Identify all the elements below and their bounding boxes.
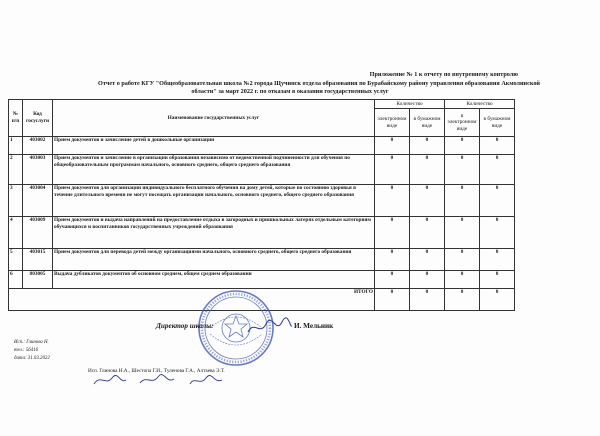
table-row (9, 271, 515, 289)
table-row (9, 155, 515, 185)
row-code: 403002 (23, 137, 53, 155)
row-num: 4 (9, 217, 23, 249)
services-table (8, 99, 515, 311)
table-row (9, 185, 515, 217)
row-value-paper-1: 0 (410, 185, 445, 217)
row-code: 403015 (23, 249, 53, 271)
row-code: 803005 (23, 271, 53, 289)
table-header-row (9, 100, 515, 109)
total-value-paper-2: 0 (480, 289, 515, 311)
row-num: 5 (9, 249, 23, 271)
header-quantity-group-2: Количество (445, 100, 515, 109)
row-value-paper-2: 0 (480, 137, 515, 155)
row-value-paper-2: 0 (480, 185, 515, 217)
staff-list: Исп. Глинова Н.А., Шестопа Г.И., Туленова Г.А., Алтаева Э.Т. (88, 368, 225, 374)
director-signature (246, 316, 294, 338)
header-quantity-group-1: Количество (375, 100, 445, 109)
director-label: Директор школы: (156, 322, 214, 330)
row-value-paper-1: 0 (410, 249, 445, 271)
row-service-name: Прием документов для перевода детей между организациями начального, основного среднего, общего среднего образования (53, 249, 375, 271)
row-value-paper-2: 0 (480, 249, 515, 271)
executor-block (14, 339, 50, 363)
row-value-electronic-2: 0 (445, 137, 480, 155)
executor-name: Исп.: Глинова Н. (14, 340, 49, 345)
header-num: № п/п (9, 100, 23, 137)
row-value-electronic-1: 0 (375, 249, 410, 271)
row-value-electronic-2: 0 (445, 185, 480, 217)
row-num: 1 (9, 137, 23, 155)
row-value-paper-1: 0 (410, 217, 445, 249)
row-value-paper-1: 0 (410, 271, 445, 289)
row-num: 2 (9, 155, 23, 185)
director-name: И. Мельник (294, 322, 334, 330)
header-electronic-2: в электронном виде (445, 109, 480, 137)
total-value-electronic-1: 0 (375, 289, 410, 311)
row-value-paper-2: 0 (480, 271, 515, 289)
row-service-name: Прием документов и выдача направлений на предоставление отдыха в загородных и пришкольных лагерях отдельным категориям обучающихся и воспитанников государственных учреждений образования (53, 217, 375, 249)
table-row (9, 137, 515, 155)
total-value-paper-1: 0 (410, 289, 445, 311)
row-service-name: Выдача дубликатов документов об основном среднем, общем среднем образовании (53, 271, 375, 289)
header-paper-2: в бумажном виде (480, 109, 515, 137)
row-code: 403009 (23, 217, 53, 249)
row-value-electronic-1: 0 (375, 137, 410, 155)
row-num: 6 (9, 271, 23, 289)
row-code: 403004 (23, 185, 53, 217)
row-service-name: Прием документов и зачисление детей в дошкольные организации (53, 137, 375, 155)
executor-phone: тел.: 56416 (14, 348, 39, 353)
total-label: ИТОГО (9, 289, 375, 311)
staff-signatures (90, 372, 250, 388)
row-value-electronic-1: 0 (375, 185, 410, 217)
report-title (40, 80, 540, 96)
table-row (9, 249, 515, 271)
header-electronic-1: электронном виде (375, 109, 410, 137)
table-row (9, 217, 515, 249)
row-code: 403003 (23, 155, 53, 185)
row-value-electronic-1: 0 (375, 217, 410, 249)
row-value-paper-1: 0 (410, 137, 445, 155)
appendix-label: Приложение № 1 к отчету по внутреннему контролю (369, 71, 518, 78)
report-title-line-1: Отчет о работе КГУ "Общеобразовательная школа №2 города Щучинск отдела образования по Бурабайскому району управления образования Акмолинской (98, 80, 540, 87)
row-value-paper-2: 0 (480, 155, 515, 185)
row-value-electronic-2: 0 (445, 249, 480, 271)
row-num: 3 (9, 185, 23, 217)
row-value-electronic-2: 0 (445, 271, 480, 289)
row-value-electronic-2: 0 (445, 155, 480, 185)
row-value-electronic-2: 0 (445, 217, 480, 249)
report-date: дата: 31.03.2022 (14, 356, 50, 361)
row-service-name: Прием документов для организации индивидуального бесплатного обучения на дому детей, которые по состоянию здоровья в течение длительного времени не могут посещать организации начального, основного среднего, общего среднего образования (53, 185, 375, 217)
row-service-name: Прием документов и зачисление в организации образования независимо от ведомственной подчиненности для обучения по общеобразовательным программам начального, основного среднего, общего среднего образования (53, 155, 375, 185)
header-paper-1: в бумажном виде (410, 109, 445, 137)
row-value-electronic-1: 0 (375, 271, 410, 289)
header-service-name: Наименование государственных услуг (53, 100, 375, 137)
row-value-paper-2: 0 (480, 217, 515, 249)
row-value-electronic-1: 0 (375, 155, 410, 185)
header-code: Код госуслуги (23, 100, 53, 137)
total-value-electronic-2: 0 (445, 289, 480, 311)
row-value-paper-1: 0 (410, 155, 445, 185)
report-title-line-2: области" за март 2022 г. по отказам в оказании государственных услуг (191, 88, 389, 95)
